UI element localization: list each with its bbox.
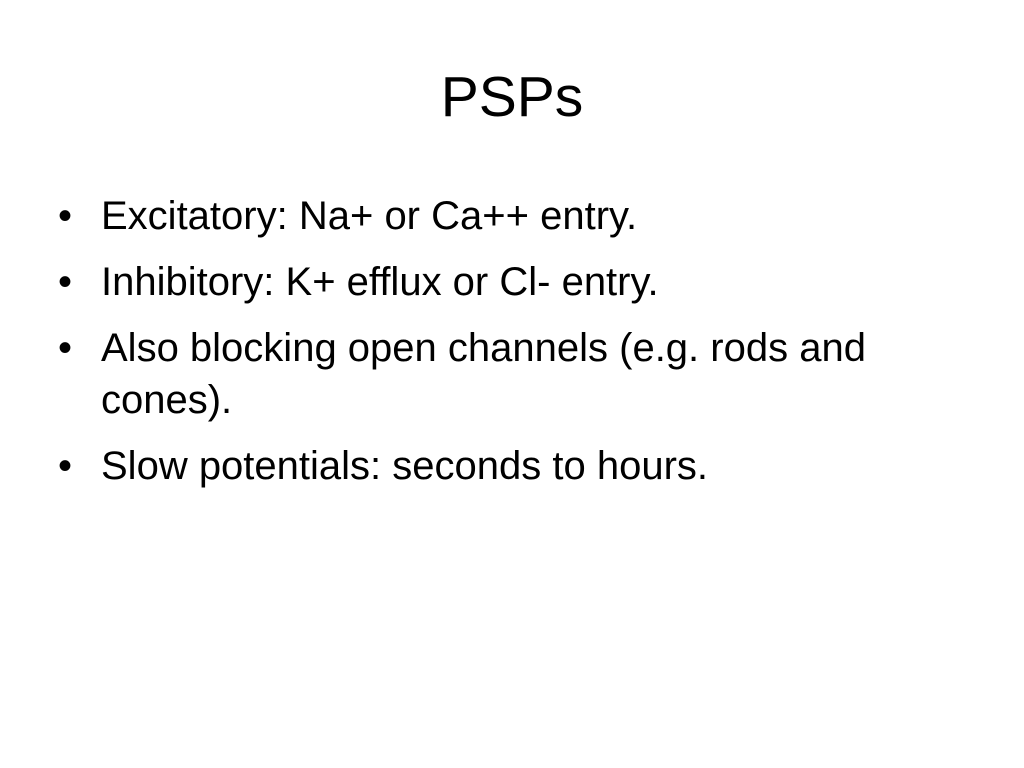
bullet-item xyxy=(58,256,938,308)
bullet-icon: • xyxy=(58,326,73,370)
bullet-item xyxy=(58,440,938,492)
bullet-text: Inhibitory: K+ efflux or Cl- entry. xyxy=(101,260,659,304)
slide-title: PSPs xyxy=(440,65,584,129)
bullet-icon: • xyxy=(58,260,73,304)
bullet-text: Slow potentials: seconds to hours. xyxy=(101,444,709,488)
bullet-icon: • xyxy=(58,194,73,238)
bullet-text: Excitatory: Na+ or Ca++ entry. xyxy=(101,194,638,238)
bullet-icon: • xyxy=(58,444,73,488)
bullet-text: Also blocking open channels (e.g. rods and cones). xyxy=(101,326,866,422)
bullet-item xyxy=(58,322,938,426)
bullet-item xyxy=(58,190,938,242)
bullet-list xyxy=(58,190,938,506)
